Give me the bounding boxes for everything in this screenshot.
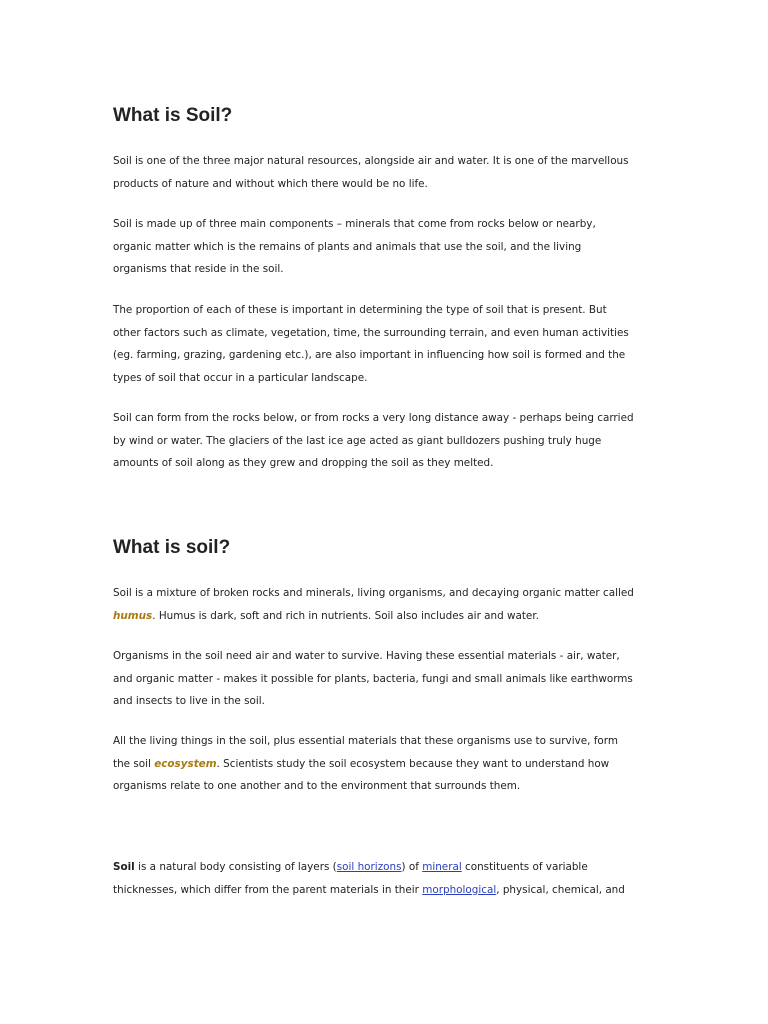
term-humus: humus xyxy=(113,609,153,622)
section1-heading: What is Soil? xyxy=(113,105,233,126)
section1-paragraph-1 xyxy=(113,150,673,195)
text-line: and insects to live in the soil. xyxy=(113,695,265,707)
text-line: Organisms in the soil need air and water to survive. Having these essential materials - air, water, xyxy=(113,650,620,662)
text-line: organisms that reside in the soil. xyxy=(113,263,284,275)
text-segment: . Humus is dark, soft and rich in nutrients. Soil also includes air and water. xyxy=(152,609,539,622)
text-line: organic matter which is the remains of plants and animals that use the soil, and the living xyxy=(113,240,582,253)
text-line: Soil is one of the three major natural resources, alongside air and water. It is one of the marvellous xyxy=(113,155,629,167)
text-line: Soil is a mixture of broken rocks and minerals, living organisms, and decaying organic matter called xyxy=(113,587,634,599)
text-line: amounts of soil along as they grew and dropping the soil as they melted. xyxy=(113,457,494,469)
text-line xyxy=(113,605,673,628)
text-segment: ) of xyxy=(401,861,423,873)
text-segment: is a natural body consisting of layers ( xyxy=(134,861,337,873)
link-morphological[interactable]: morphological xyxy=(422,883,497,896)
text-segment: , physical, chemical, and xyxy=(496,883,625,896)
text-line: The proportion of each of these is important in determining the type of soil that is present. But xyxy=(113,304,607,316)
section2-heading: What is soil? xyxy=(113,537,231,558)
text-line: products of nature and without which there would be no life. xyxy=(113,177,428,190)
link-mineral[interactable]: mineral xyxy=(422,861,462,873)
text-line: types of soil that occur in a particular landscape. xyxy=(113,371,368,384)
text-line xyxy=(113,753,673,776)
text-segment: . Scientists study the soil ecosystem because they want to understand how xyxy=(216,757,610,770)
text-segment: constituents of variable xyxy=(461,861,588,873)
bold-soil: Soil xyxy=(113,861,135,873)
text-line xyxy=(113,879,673,902)
section2-paragraph-2 xyxy=(113,645,673,713)
text-line: organisms relate to one another and to the environment that surrounds them. xyxy=(113,780,521,792)
section3-paragraph-1 xyxy=(113,856,673,901)
link-soil-horizons[interactable]: soil horizons xyxy=(336,861,402,873)
text-line: (eg. farming, grazing, gardening etc.), are also important in influencing how soil is formed and the xyxy=(113,349,626,361)
text-line: Soil can form from the rocks below, or from rocks a very long distance away - perhaps being carried xyxy=(113,412,634,424)
section2-paragraph-1 xyxy=(113,582,673,627)
text-line: by wind or water. The glaciers of the last ice age acted as giant bulldozers pushing truly huge xyxy=(113,434,602,447)
text-line: All the living things in the soil, plus essential materials that these organisms use to survive, form xyxy=(113,735,618,747)
text-segment: thicknesses, which differ from the parent materials in their xyxy=(113,883,423,896)
section1-paragraph-4 xyxy=(113,407,673,475)
term-ecosystem: ecosystem xyxy=(154,757,217,770)
section1-paragraph-3 xyxy=(113,299,673,389)
text-line: other factors such as climate, vegetation, time, the surrounding terrain, and even human activities xyxy=(113,326,629,339)
section1-paragraph-2 xyxy=(113,213,673,281)
section2-paragraph-3 xyxy=(113,730,673,798)
text-segment: the soil xyxy=(113,757,155,770)
text-line: and organic matter - makes it possible for plants, bacteria, fungi and small animals like earthworms xyxy=(113,672,633,685)
text-line xyxy=(113,856,673,879)
text-line: Soil is made up of three main components – minerals that come from rocks below or nearby, xyxy=(113,218,596,230)
